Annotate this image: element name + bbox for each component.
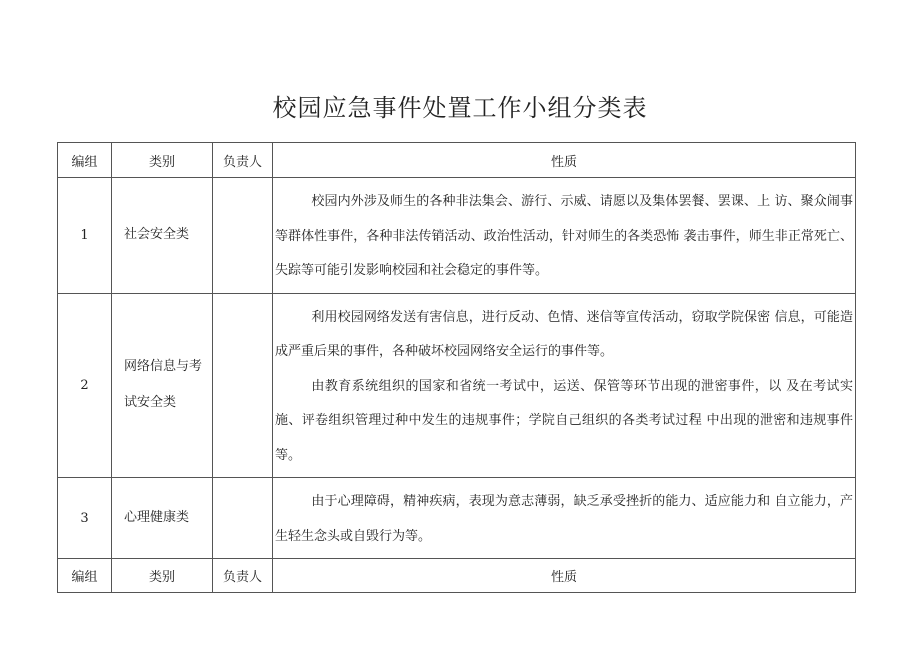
header-group: 编组 <box>58 143 112 178</box>
group-number: 2 <box>58 293 112 478</box>
header-category: 类别 <box>112 143 213 178</box>
category-cell: 网络信息与考试安全类 <box>112 293 213 478</box>
footer-category: 类别 <box>112 559 213 593</box>
owner-cell <box>213 478 273 559</box>
footer-group: 编组 <box>58 559 112 593</box>
group-number: 3 <box>58 478 112 559</box>
description-paragraph: 由教育系统组织的国家和省统一考试中，运送、保管等环节出现的泄密事件，以 及在考试实施、评卷组织管理过种中发生的违规事件；学院自己组织的各类考试过程 中出现的泄密和违规事件等。 <box>275 378 853 463</box>
table-footer-row <box>58 559 856 593</box>
description-cell <box>273 293 856 478</box>
header-nature: 性质 <box>273 143 856 178</box>
category-cell: 社会安全类 <box>112 178 213 294</box>
table-row <box>58 293 856 478</box>
description-cell <box>273 178 856 294</box>
page-title: 校园应急事件处置工作小组分类表 <box>272 94 648 122</box>
description-paragraph: 由于心理障碍，精神疾病，表现为意志薄弱，缺乏承受挫折的能力、适应能力和 自立能力，产生轻生念头或自毁行为等。 <box>275 494 853 544</box>
footer-nature: 性质 <box>273 559 856 593</box>
description-paragraph: 利用校园网络发送有害信息，进行反动、色情、迷信等宣传活动，窃取学院保密 信息，可能造成严重后果的事件，各种破坏校园网络安全运行的事件等。 <box>275 309 853 359</box>
classification-table <box>57 142 856 593</box>
table-row <box>58 178 856 294</box>
group-number: 1 <box>58 178 112 294</box>
header-owner: 负责人 <box>213 143 273 178</box>
owner-cell <box>213 178 273 294</box>
description-paragraph: 校园内外涉及师生的各种非法集会、游行、示威、请愿以及集体罢餐、罢课、上 访、聚众闹事等群体性事件，各种非法传销活动、政治性活动，针对师生的各类恐怖 袭击事件，师生非正常死亡、失踪等可能引发影响校园和社会稳定的事件等。 <box>275 194 853 278</box>
description-cell <box>273 478 856 559</box>
category-cell: 心理健康类 <box>112 478 213 559</box>
table-row <box>58 478 856 559</box>
owner-cell <box>213 293 273 478</box>
footer-owner: 负责人 <box>213 559 273 593</box>
table-header-row <box>58 143 856 178</box>
